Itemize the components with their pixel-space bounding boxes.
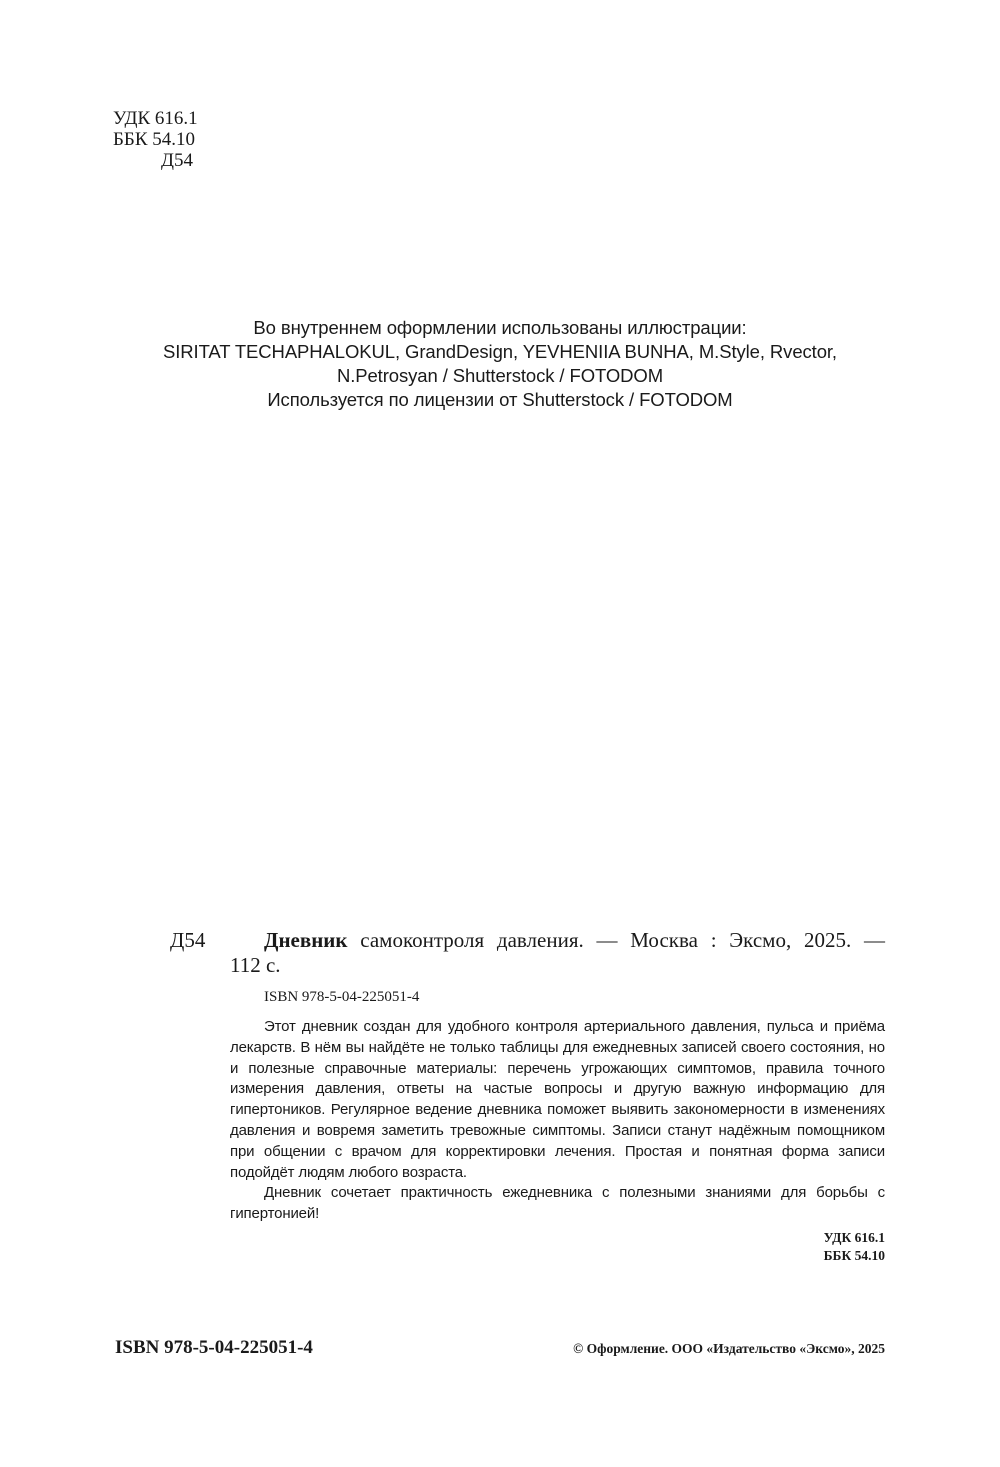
catalog-isbn: ISBN 978-5-04-225051-4	[264, 989, 420, 1005]
credits-line: Используется по лицензии от Shutterstock / FOTODOM	[267, 389, 733, 410]
udk-code-bottom: УДК 616.1	[823, 1230, 885, 1245]
catalog-pages: 112 с.	[230, 953, 281, 977]
catalog-entry	[230, 928, 885, 978]
author-mark: Д54	[161, 150, 193, 171]
udk-code: УДК 616.1	[113, 108, 198, 129]
credits-line: N.Petrosyan / Shutterstock / FOTODOM	[336, 365, 664, 386]
catalog-title-rest: самоконтроля давления. — Москва : Эксмо, 2025. —	[347, 928, 885, 952]
illustration-credits	[100, 316, 900, 412]
credits-line: SIRITAT TECHAPHALOKUL, GrandDesign, YEVHENIIA BUNHA, M.Style, Rvector,	[163, 341, 837, 362]
footer-copyright: © Оформление. ООО «Издательство «Эксмо», 2025	[573, 1341, 885, 1356]
bbk-code-bottom: ББК 54.10	[823, 1248, 885, 1263]
classification-top	[113, 108, 198, 171]
catalog-code: Д54	[170, 928, 206, 952]
annotation-paragraph: Этот дневник создан для удобного контроля артериального давления, пульса и приёма лекарств. В нём вы найдёте не только таблицы для ежедневных записей своего состояния, но и полезные справочные материалы: перечень угрожающих симптомов, правила точного измерения давления, ответы на частые вопросы и другую важную информацию для гипертоников. Регулярное ведение дневника поможет выявить закономерности в изменениях давления и вовремя заметить тревожные симптомы. Записи станут надёжным помощником при общении с врачом для корректировки лечения. Простая и понятная форма записи подойдёт людям любого возраста.	[230, 1018, 885, 1181]
annotation	[230, 1017, 885, 1225]
footer-isbn: ISBN 978-5-04-225051-4	[115, 1337, 313, 1358]
catalog-title-bold: Дневник	[264, 928, 348, 952]
credits-line: Во внутреннем оформлении использованы иллюстрации:	[253, 317, 747, 338]
classification-bottom	[824, 1229, 885, 1265]
catalog-title-line	[230, 928, 885, 953]
bbk-code: ББК 54.10	[113, 129, 195, 150]
annotation-paragraph: Дневник сочетает практичность ежедневника с полезными знаниями для борьбы с гипертонией!	[230, 1184, 885, 1223]
